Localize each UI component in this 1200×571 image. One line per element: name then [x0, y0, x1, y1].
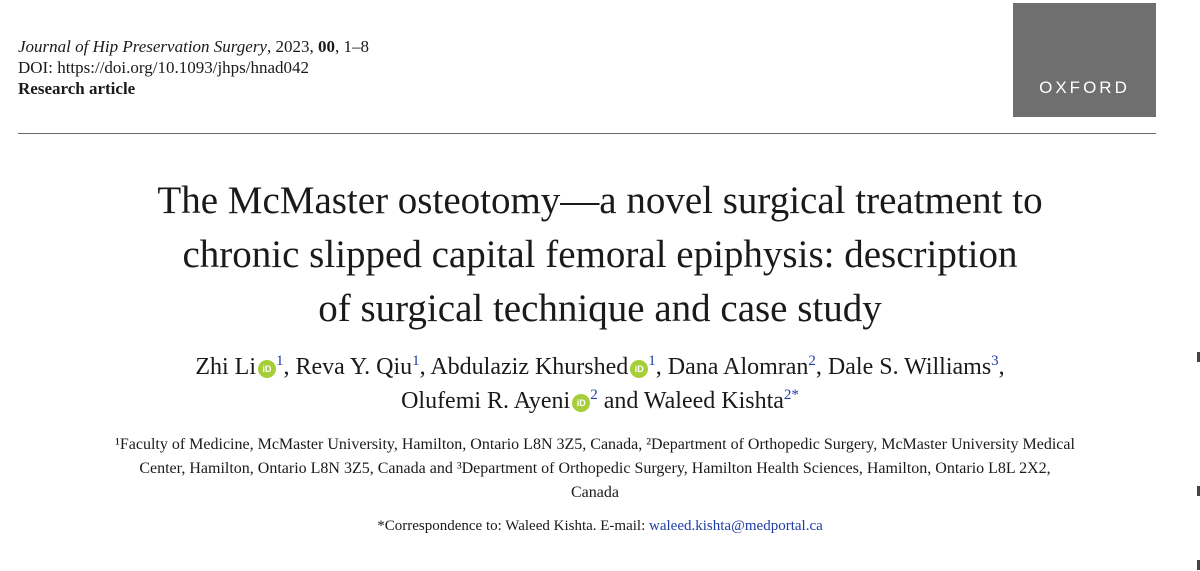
author-row-1	[40, 350, 1160, 384]
title-line-3: of surgical technique and case study	[318, 287, 882, 330]
article-type: Research article	[18, 79, 136, 98]
author-separator: ,	[655, 354, 668, 380]
author-separator: ,	[419, 354, 431, 380]
author-separator: ,	[283, 354, 296, 380]
author[interactable]	[295, 354, 419, 380]
orcid-icon[interactable]: iD	[258, 360, 276, 378]
author-name: Abdulaziz Khurshed	[430, 354, 629, 380]
author[interactable]	[401, 388, 598, 414]
author[interactable]	[828, 354, 999, 380]
affiliation-marker[interactable]: 2*	[783, 387, 799, 403]
header-divider	[18, 133, 1156, 134]
affiliation-line-2: Center, Hamilton, Ontario L8N 3Z5, Canada and ³Department of Orthopedic Surgery, Hamilton Health Sciences, Hamilton, Ontario L8L 2X2,	[139, 460, 1051, 477]
oxford-logo-text: OXFORD	[1039, 78, 1130, 97]
affiliation-marker[interactable]: 2	[808, 353, 816, 369]
affiliation-line-1: ¹Faculty of Medicine, McMaster University, Hamilton, Ontario L8N 3Z5, Canada, ²Department of Orthopedic Surgery, McMaster University Medical	[115, 436, 1075, 453]
title-line-2: chronic slipped capital femoral epiphysis: description	[182, 233, 1018, 276]
affiliations	[20, 433, 1170, 505]
orcid-icon[interactable]: iD	[572, 394, 590, 412]
orcid-icon[interactable]: iD	[630, 360, 648, 378]
author-name: Waleed Kishta	[643, 388, 784, 414]
affiliation-marker[interactable]: 2	[590, 387, 598, 403]
author-name: Olufemi R. Ayeni	[401, 388, 571, 414]
affiliation-marker[interactable]: 1	[412, 353, 420, 369]
affiliation-marker[interactable]: 3	[991, 353, 999, 369]
author-separator: ,	[815, 354, 828, 380]
author-separator: and	[597, 388, 644, 414]
author-name: Dana Alomran	[667, 354, 809, 380]
article-title	[40, 174, 1160, 336]
author-list	[40, 350, 1160, 418]
doi-link[interactable]: DOI: https://doi.org/10.1093/jhps/hnad042	[18, 58, 310, 77]
journal-volume: 00	[317, 37, 335, 56]
author-name: Dale S. Williams	[827, 354, 992, 380]
correspondence	[40, 515, 1160, 537]
author[interactable]	[195, 354, 283, 380]
author-separator: ,	[998, 354, 1005, 380]
author-row-2	[40, 384, 1160, 418]
author-name: Zhi Li	[195, 354, 256, 380]
affiliation-marker[interactable]: 1	[648, 353, 656, 369]
email-link[interactable]: waleed.kishta@medportal.ca	[649, 518, 823, 534]
journal-pages: , 1–8	[334, 37, 369, 56]
title-line-1: The McMaster osteotomy—a novel surgical treatment to	[157, 179, 1043, 222]
affiliation-marker[interactable]: 1	[275, 353, 284, 369]
journal-year: , 2023,	[266, 37, 318, 56]
author[interactable]	[644, 388, 799, 414]
journal-header	[18, 36, 369, 99]
author[interactable]	[668, 354, 816, 380]
author[interactable]	[430, 354, 655, 380]
journal-name: Journal of Hip Preservation Surgery	[18, 37, 267, 56]
journal-citation	[18, 36, 369, 57]
oxford-logo[interactable]	[1013, 3, 1156, 117]
affiliation-line-3: Canada	[571, 484, 619, 501]
correspondence-text: *Correspondence to: Waleed Kishta. E-mail:	[377, 518, 650, 534]
author-name: Reva Y. Qiu	[295, 354, 413, 380]
